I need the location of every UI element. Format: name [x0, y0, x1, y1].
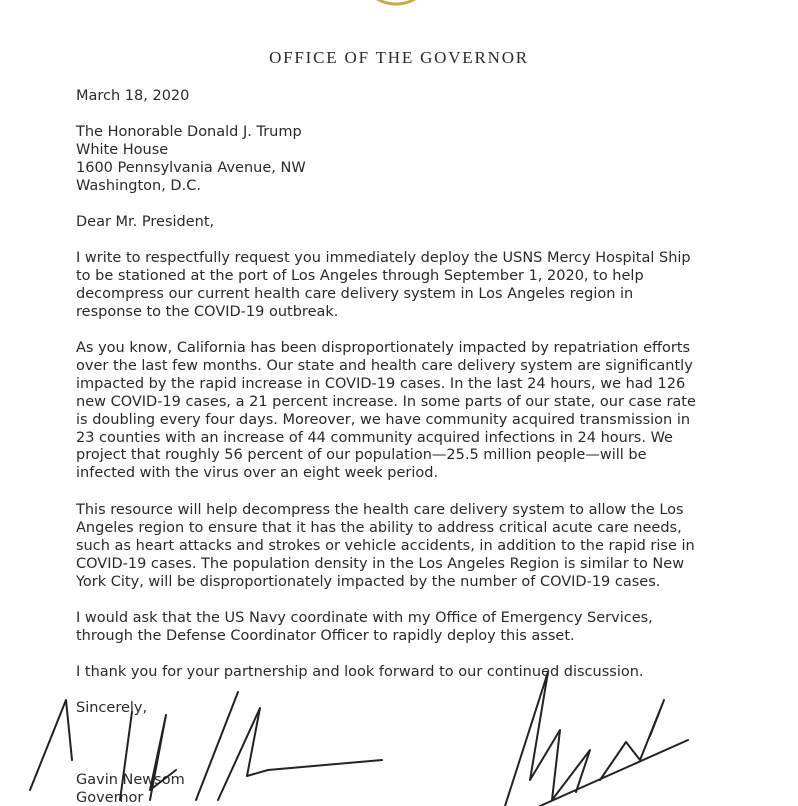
signer-name: Gavin Newsom [76, 772, 185, 788]
paragraph-1: I write to respectfully request you immediately deploy the USNS Mercy Hospital Ship to be stationed at the port of Los Angeles through September 1, 2020, to help decompress our current health care delivery system in Los Angeles region in response to the COVID-19 outbreak. [76, 250, 691, 320]
paragraph-5: I thank you for your partnership and look forward to our continued discussion. [76, 664, 644, 680]
signer-title: Governor [76, 790, 144, 806]
paragraph-4: I would ask that the US Navy coordinate with my Office of Emergency Services, through the Defense Coordinator Officer to rapidly deploy this asset. [76, 610, 653, 644]
paragraph-3: This resource will help decompress the health care delivery system to allow the Los Angeles region to ensure that it has the ability to address critical acute care needs, such as heart attacks and strokes or vehicle accidents, in addition to the rapid rise in COVID-19 cases. The population density in the Los Angeles Region is similar to New York City, will be disproportionately impacted by the number of COVID-19 cases. [76, 502, 695, 590]
recipient-address: The Honorable Donald J. Trump White House 1600 Pennsylvania Avenue, NW Washington, D.C. [76, 124, 306, 194]
letterhead-title: OFFICE OF THE GOVERNOR [269, 48, 529, 67]
salutation: Dear Mr. President, [76, 214, 215, 230]
closing: Sincerely, [76, 700, 148, 716]
paragraph-2: As you know, California has been disproportionately impacted by repatriation efforts over the last few months. Our state and health care delivery system are significantly impacted by the rapid increase in COVID-19 cases. In the last 24 hours, we had 126 new COVID-19 cases, a 21 percent increase. In some parts of our state, our case rate is doubling every four days. Moreover, we have community acquired transmission in 23 counties with an increase of 44 community acquired infections in 24 hours. We project that roughly 56 percent of our population—25.5 million people—will be infected with the virus over an eight week period. [76, 340, 696, 482]
letter-date: March 18, 2020 [76, 88, 190, 104]
